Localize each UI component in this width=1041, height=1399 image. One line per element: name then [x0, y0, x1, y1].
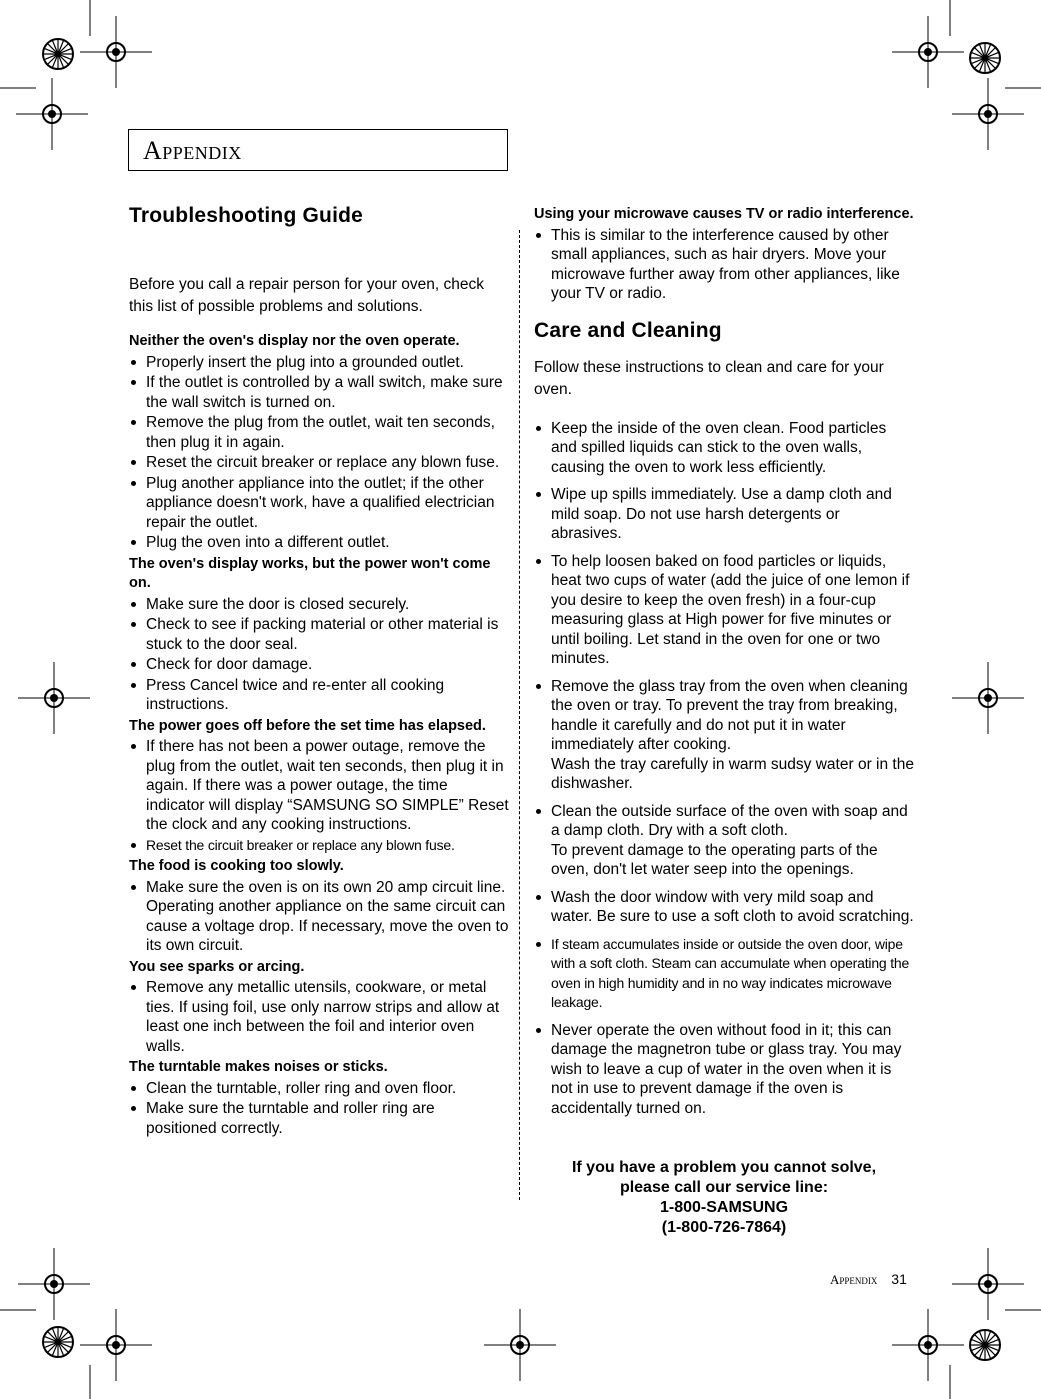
footer-section: Appendix	[830, 1272, 878, 1287]
column-divider	[519, 230, 520, 1200]
list-item: Reset the circuit breaker or replace any blown fuse.	[129, 836, 509, 856]
problem-list	[129, 332, 509, 1138]
care-column	[534, 203, 914, 1126]
list-item: Plug the oven into a different outlet.	[129, 533, 509, 553]
service-callout	[534, 1158, 914, 1238]
care-title: Care and Cleaning	[534, 318, 722, 342]
page-number: 31	[891, 1271, 907, 1287]
solution-list	[129, 878, 509, 956]
list-item: If steam accumulates inside or outside the oven door, wipe with a soft cloth. Steam can accumulate when operating the oven in high humidity and in no way indicates microwave leakage.	[534, 935, 914, 1013]
list-item: Clean the turntable, roller ring and oven floor.	[129, 1079, 509, 1099]
problem-heading: The power goes off before the set time has elapsed.	[129, 717, 486, 734]
solution-list	[129, 1079, 509, 1139]
list-item: Wipe up spills immediately. Use a damp cloth and mild soap. Do not use harsh detergents or abrasives.	[534, 485, 914, 544]
list-item: If there has not been a power outage, remove the plug from the outlet, wait ten seconds, then plug it in again. If there was a power outage, the time indicator will display “SAMSUNG SO SIMPLE” Reset the clock and any cooking instructions.	[129, 737, 509, 835]
service-line-3: 1-800-SAMSUNG	[659, 1199, 789, 1216]
solution-list	[129, 978, 509, 1056]
list-item: Make sure the turntable and roller ring are positioned correctly.	[129, 1099, 509, 1138]
section-header-box	[128, 129, 508, 171]
list-item: Remove the glass tray from the oven when cleaning the oven or tray. To prevent the tray from breaking, handle it carefully and do not put it in water immediately after cooking. Wash the tray carefully in warm sudsy water or in the dishwasher.	[534, 677, 914, 794]
list-item: Reset the circuit breaker or replace any blown fuse.	[129, 453, 509, 473]
list-item: Remove the plug from the outlet, wait ten seconds, then plug it in again.	[129, 413, 509, 452]
list-item: Check to see if packing material or other material is stuck to the door seal.	[129, 615, 509, 654]
service-line-2: please call our service line:	[619, 1179, 829, 1196]
problem-heading: You see sparks or arcing.	[129, 958, 305, 975]
list-item: Never operate the oven without food in it; this can damage the magnetron tube or glass tray. You may wish to leave a cup of water in the oven when it is not in use to prevent damage if the oven is accidentally turned on.	[534, 1021, 914, 1119]
list-item: Clean the outside surface of the oven with soap and a damp cloth. Dry with a soft cloth. To prevent damage to the operating parts of the oven, don't let water seep into the openings.	[534, 802, 914, 880]
list-item: To help loosen baked on food particles or liquids, heat two cups of water (add the juice of one lemon if you desire to keep the oven fresh) in a four-cup measuring glass at High power for five minutes or until boiling. Let stand in the oven for one or two minutes.	[534, 552, 914, 669]
solution-list	[129, 737, 509, 855]
service-line-4: (1-800-726-7864)	[661, 1219, 787, 1236]
interference-heading: Using your microwave causes TV or radio interference.	[534, 206, 914, 222]
care-list	[534, 419, 914, 1119]
interference-list	[534, 226, 914, 304]
list-item: Check for door damage.	[129, 655, 509, 675]
section-header-title: Appendix	[143, 136, 242, 165]
troubleshooting-title: Troubleshooting Guide	[129, 204, 364, 227]
list-item: Make sure the oven is on its own 20 amp circuit line. Operating another appliance on the same circuit can cause a voltage drop. If necessary, move the oven to its own circuit.	[129, 878, 509, 956]
solution-list	[129, 595, 509, 715]
care-intro: Follow these instructions to clean and care for your oven.	[534, 358, 884, 398]
list-item: This is similar to the interference caused by other small appliances, such as hair dryers. Move your microwave further away from other appliances, like your TV or radio.	[534, 226, 914, 304]
list-item: Make sure the door is closed securely.	[129, 595, 509, 615]
problem-heading: The oven's display works, but the power won't come on.	[129, 555, 491, 591]
solution-list	[129, 353, 509, 553]
list-item: If the outlet is controlled by a wall switch, make sure the wall switch is turned on.	[129, 373, 509, 412]
list-item: Wash the door window with very mild soap and water. Be sure to use a soft cloth to avoid scratching.	[534, 888, 914, 927]
service-line-1: If you have a problem you cannot solve,	[571, 1159, 877, 1176]
list-item: Plug another appliance into the outlet; if the other appliance doesn't work, have a qualified electrician repair the outlet.	[129, 474, 509, 533]
problem-heading: The turntable makes noises or sticks.	[129, 1059, 388, 1075]
troubleshooting-column	[129, 203, 509, 1139]
list-item: Properly insert the plug into a grounded outlet.	[129, 353, 509, 373]
list-item: Press Cancel twice and re-enter all cooking instructions.	[129, 676, 509, 715]
list-item: Remove any metallic utensils, cookware, or metal ties. If using foil, use only narrow strips and allow at least one inch between the foil and interior oven walls.	[129, 978, 509, 1056]
troubleshooting-intro: Before you call a repair person for your oven, check this list of possible problems and solutions.	[129, 276, 484, 315]
problem-heading: Neither the oven's display nor the oven operate.	[129, 333, 460, 349]
list-item: Keep the inside of the oven clean. Food particles and spilled liquids can stick to the oven walls, causing the oven to work less efficiently.	[534, 419, 914, 478]
problem-heading: The food is cooking too slowly.	[129, 858, 344, 874]
page-footer	[830, 1271, 907, 1288]
